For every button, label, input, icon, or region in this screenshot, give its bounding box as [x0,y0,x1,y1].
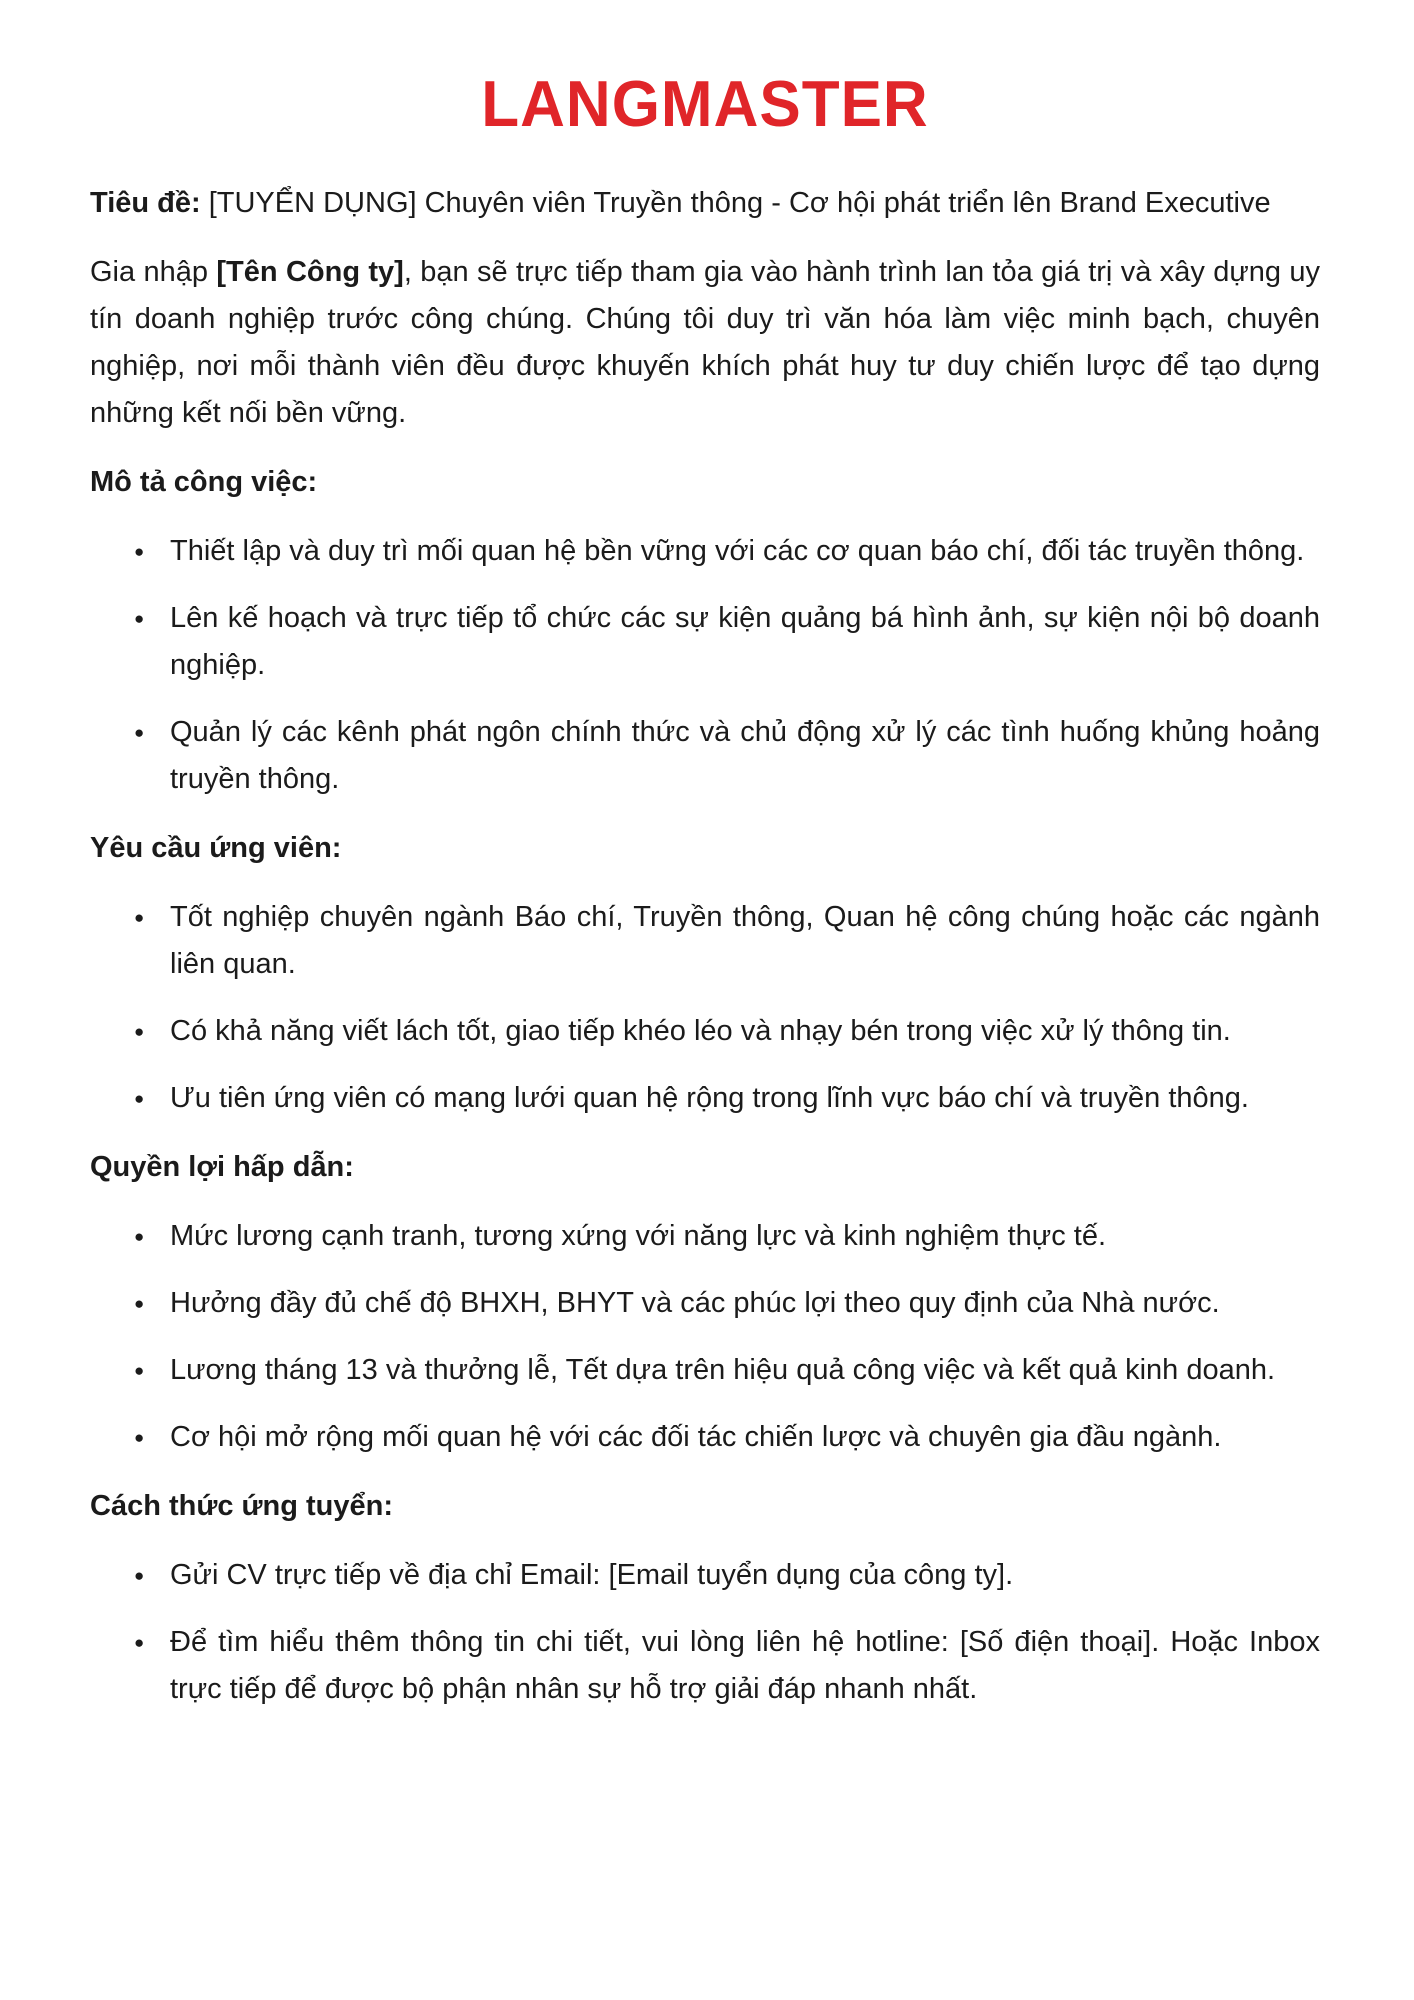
bullet-icon: ● [134,1361,145,1380]
list-item-text: Cơ hội mở rộng mối quan hệ với các đối tác chiến lược và chuyên gia đầu ngành. [170,1421,1222,1453]
bullet-icon: ● [134,1633,145,1652]
heading-candidate-requirements: Yêu cầu ứng viên: [90,832,342,864]
list-item [90,1414,1320,1461]
list-item-text: Thiết lập và duy trì mối quan hệ bền vững với các cơ quan báo chí, đối tác truyền thông. [170,535,1305,567]
job-post-title [90,180,1320,227]
bullet-icon: ● [134,609,145,628]
list-item-text: Gửi CV trực tiếp về địa chỉ Email: [Email tuyển dụng của công ty]. [170,1559,1014,1591]
title-text: [TUYỂN DỤNG] Chuyên viên Truyền thông - Cơ hội phát triển lên Brand Executive [200,187,1271,219]
candidate-requirements-list [90,894,1320,1122]
list-item [90,1008,1320,1055]
list-item [90,894,1320,988]
list-item-text: Hưởng đầy đủ chế độ BHXH, BHYT và các phúc lợi theo quy định của Nhà nước. [170,1287,1220,1319]
list-item-text: Lương tháng 13 và thưởng lễ, Tết dựa trên hiệu quả công việc và kết quả kinh doanh. [170,1354,1276,1386]
bullet-icon: ● [134,1227,145,1246]
heading-how-to-apply: Cách thức ứng tuyển: [90,1490,394,1522]
intro-prefix: Gia nhập [90,256,217,288]
list-item-text: Tốt nghiệp chuyên ngành Báo chí, Truyền thông, Quan hệ công chúng hoặc các ngành liên quan. [170,901,1320,980]
list-item [90,595,1320,689]
list-item-text: Để tìm hiểu thêm thông tin chi tiết, vui lòng liên hệ hotline: [Số điện thoại]. Hoặc Inbox trực tiếp để được bộ phận nhân sự hỗ trợ giải đáp nhanh nhất. [170,1626,1320,1705]
list-item [90,1280,1320,1327]
job-description-list [90,528,1320,803]
list-item-text: Ưu tiên ứng viên có mạng lưới quan hệ rộng trong lĩnh vực báo chí và truyền thông. [170,1082,1249,1114]
bullet-icon: ● [134,1294,145,1313]
bullet-icon: ● [134,542,145,561]
list-item [90,1619,1320,1713]
langmaster-logo: LANGMASTER [481,68,929,141]
intro-paragraph [90,249,1320,437]
intro-rest: , bạn sẽ trực tiếp tham gia vào hành trình lan tỏa giá trị và xây dựng uy tín doanh nghiệp trước công chúng. Chúng tôi duy trì văn hóa làm việc minh bạch, chuyên nghiệp, nơi mỗi thành viên đều được khuyến khích phát huy tư duy chiến lược để tạo dựng những kết nối bền vững. [90,256,1321,429]
heading-benefits: Quyền lợi hấp dẫn: [90,1151,354,1183]
list-item-text: Quản lý các kênh phát ngôn chính thức và chủ động xử lý các tình huống khủng hoảng truyền thông. [170,716,1320,795]
list-item [90,1552,1320,1599]
bullet-icon: ● [134,1428,145,1447]
bullet-icon: ● [134,1566,145,1585]
bullet-icon: ● [134,1089,145,1108]
bullet-icon: ● [134,723,145,742]
heading-job-description: Mô tả công việc: [90,466,318,498]
list-item [90,1347,1320,1394]
list-item [90,1075,1320,1122]
bullet-icon: ● [134,908,145,927]
list-item-text: Có khả năng viết lách tốt, giao tiếp khéo léo và nhạy bén trong việc xử lý thông tin. [170,1015,1231,1047]
how-to-apply-list [90,1552,1320,1713]
title-label: Tiêu đề: [90,187,201,219]
list-item [90,1213,1320,1260]
list-item-text: Mức lương cạnh tranh, tương xứng với năng lực và kinh nghiệm thực tế. [170,1220,1107,1252]
bullet-icon: ● [134,1022,145,1041]
list-item-text: Lên kế hoạch và trực tiếp tổ chức các sự kiện quảng bá hình ảnh, sự kiện nội bộ doanh nghiệp. [170,602,1320,681]
company-placeholder: [Tên Công ty] [216,256,404,288]
list-item [90,709,1320,803]
list-item [90,528,1320,575]
benefits-list [90,1213,1320,1461]
